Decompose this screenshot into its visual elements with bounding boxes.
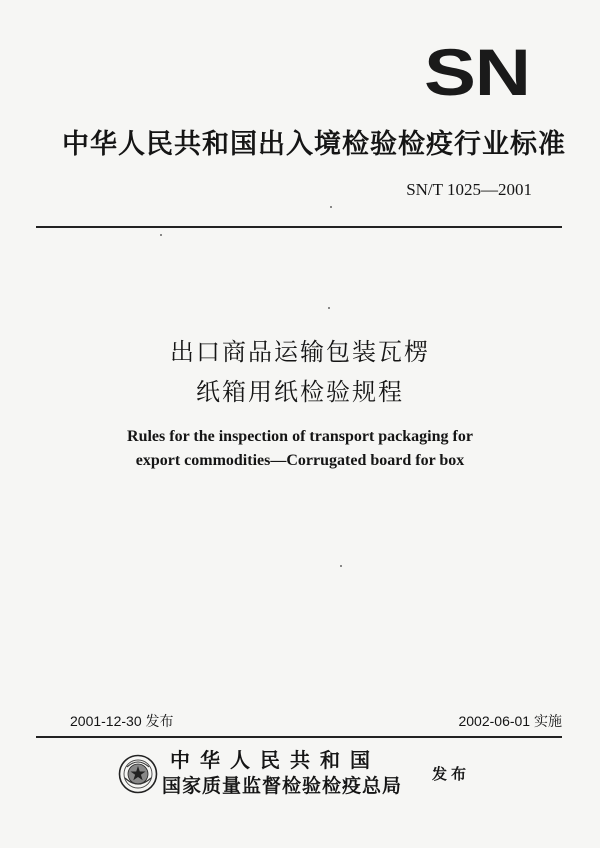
scan-speck [160, 234, 162, 236]
scan-speck [340, 565, 342, 567]
issuer-agency: 国家质量监督检验检疫总局 [162, 775, 403, 797]
issuer-country: 中华人民共和国 [170, 748, 380, 772]
title-cn-line2: 纸箱用纸检验规程 [196, 378, 404, 406]
national-emblem-seal-icon [118, 754, 158, 794]
standard-number: SN/T 1025—2001 [406, 180, 532, 199]
title-en-line2: export commodities—Corrugated board for box [135, 452, 465, 469]
title-cn-line1: 出口商品运输包装瓦楞 [170, 338, 430, 366]
standard-category-heading: 中华人民共和国出入境检验检疫行业标准 [62, 129, 566, 160]
issue-date: 2001-12-30 发布 [70, 713, 174, 729]
scan-speck [330, 206, 332, 208]
implementation-date: 2002-06-01 实施 [458, 713, 562, 729]
scan-speck [328, 307, 330, 309]
top-divider [36, 226, 562, 228]
sn-logo: SN [424, 35, 530, 109]
title-en-line1: Rules for the inspection of transport packaging for [127, 428, 473, 445]
bottom-divider [36, 736, 562, 738]
issue-label: 发布 [432, 765, 471, 783]
